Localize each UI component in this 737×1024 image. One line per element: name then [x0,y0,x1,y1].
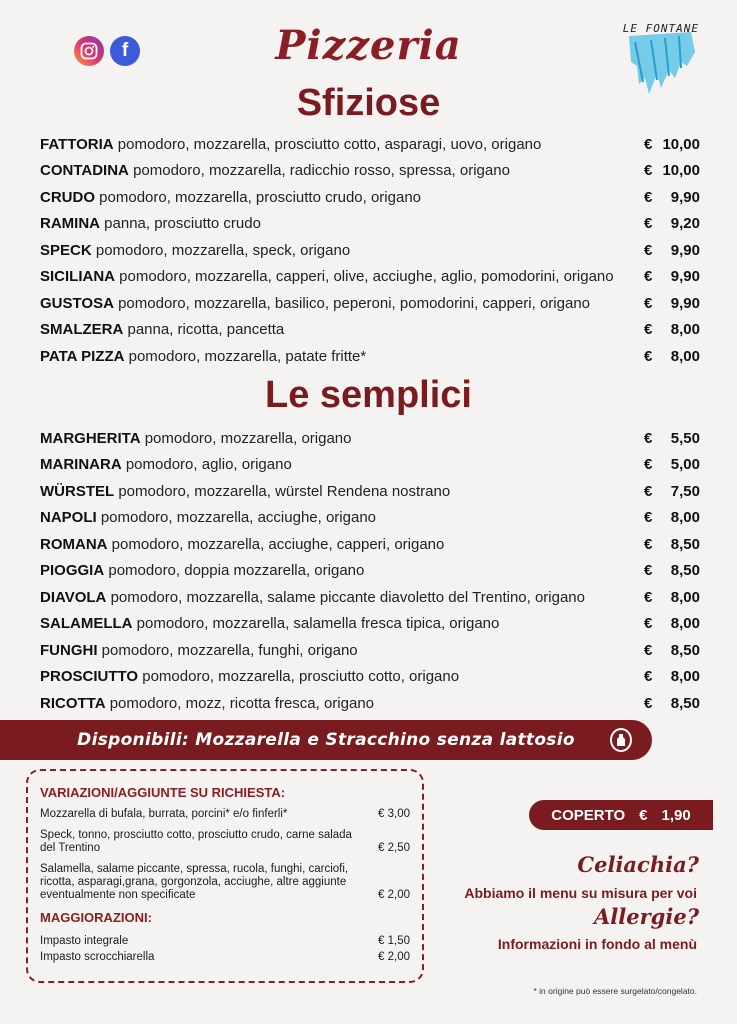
pizza-price [644,162,700,179]
price-value: 9,20 [670,215,700,233]
variation-price: € 2,00 [378,889,410,901]
menu-item [40,637,700,664]
menu-item [40,264,700,291]
pizza-price [644,536,700,553]
menu-item [40,290,700,317]
pizza-price [644,348,700,365]
pizza-name: PROSCIUTTO [40,668,139,686]
pizza-name: WÜRSTEL [40,482,115,500]
pizza-name: FATTORIA [40,135,114,153]
price-currency: € [644,641,653,659]
price-value: 10,00 [662,135,700,153]
price-currency: € [644,321,653,339]
allergie-title: Allergie? [594,904,699,929]
price-currency: € [644,535,653,553]
pizza-name: MARGHERITA [40,429,141,447]
lactose-free-banner [0,720,652,760]
menu-item [40,584,700,611]
variations-box [26,769,424,983]
pizza-ingredients: pomodoro, mozzarella, salamella fresca tipica, origano [136,615,500,633]
price-currency: € [644,429,653,447]
pizza-ingredients: pomodoro, mozzarella, funghi, origano [101,641,358,659]
pizza-ingredients: panna, prosciutto crudo [104,215,261,233]
price-currency: € [644,509,653,527]
pizza-ingredients: pomodoro, mozzarella, prosciutto cotto, origano [142,668,460,686]
pizza-price [644,136,700,153]
price-currency: € [644,162,653,180]
facebook-icon[interactable]: f [110,36,140,66]
pizza-ingredients: pomodoro, mozzarella, acciughe, origano [100,509,376,527]
price-value: 9,90 [670,268,700,286]
pizza-name: ROMANA [40,535,108,553]
pizza-ingredients: pomodoro, mozzarella, prosciutto cotto, asparagi, uovo, origano [117,135,542,153]
variation-price: € 2,50 [378,842,410,854]
coperto-label: COPERTO [551,806,626,824]
menu-list-sfiziose [40,131,700,370]
pizza-price [644,615,700,632]
variation-row [40,829,410,855]
menu-list-semplici [40,425,700,717]
pizza-price [644,321,700,338]
pizza-ingredients: pomodoro, mozzarella, prosciutto crudo, origano [99,188,422,206]
menu-item [40,343,700,370]
pizza-price [644,189,700,206]
menu-item [40,184,700,211]
pizza-price [644,668,700,685]
pizza-price [644,695,700,712]
coperto-badge [529,800,713,830]
pizza-ingredients: pomodoro, doppia mozzarella, origano [108,562,365,580]
price-value: 8,00 [670,347,700,365]
brand-title: Pizzeria [275,22,462,69]
menu-item [40,690,700,717]
price-value: 9,90 [670,241,700,259]
price-currency: € [644,456,653,474]
menu-item [40,505,700,532]
pizza-name: SPECK [40,241,92,259]
section-title-semplici: Le semplici [265,374,472,416]
pizza-ingredients: pomodoro, mozzarella, basilico, peperoni, pomodorini, capperi, origano [118,294,591,312]
allergie-text: Informazioni in fondo al menù [497,936,697,952]
menu-item [40,131,700,158]
price-currency: € [644,188,653,206]
price-value: 8,00 [670,321,700,339]
price-value: 8,50 [670,641,700,659]
pizza-price [644,215,700,232]
price-value: 8,50 [670,562,700,580]
pizza-price [644,295,700,312]
price-value: 5,00 [670,456,700,474]
menu-item [40,664,700,691]
price-currency: € [644,347,653,365]
price-currency: € [644,215,653,233]
surcharge-price: € 2,00 [378,951,410,963]
section-title-sfiziose: Sfiziose [296,82,441,124]
footnote: * in origine può essere surgelato/congelato. [533,986,697,996]
menu-item [40,237,700,264]
pizza-name: DIAVOLA [40,588,107,606]
price-currency: € [644,615,653,633]
menu-item [40,478,700,505]
variation-text: Speck, tonno, prosciutto cotto, prosciutto crudo, carne salada del Trentino [40,829,352,854]
pizza-name: GUSTOSA [40,294,114,312]
pizza-ingredients: pomodoro, mozzarella, radicchio rosso, spressa, origano [133,162,510,180]
price-value: 8,00 [670,509,700,527]
surcharge-price: € 1,50 [378,935,410,947]
pizza-name: SICILIANA [40,268,115,286]
logo-text: LE FONTANE [622,22,699,35]
surcharge-title: MAGGIORAZIONI: [40,910,152,925]
pizza-name: PATA PIZZA [40,347,125,365]
price-value: 8,00 [670,588,700,606]
variation-text: Salamella, salame piccante, spressa, rucola, funghi, carciofi, ricotta, asparagi,grana, gorgonzola, acciughe, altre aggiunte eventualmente non specificate [40,863,349,901]
pizza-price [644,509,700,526]
pizza-name: RAMINA [40,215,100,233]
price-currency: € [644,294,653,312]
price-value: 9,90 [670,188,700,206]
price-currency: € [644,562,653,580]
pizza-name: MARINARA [40,456,122,474]
price-currency: € [644,694,653,712]
celiachia-text: Abbiamo il menu su misura per voi [464,885,697,901]
surcharge-row [40,933,410,949]
price-currency: € [644,135,653,153]
banner-text: Disponibili: Mozzarella e Stracchino senza lattosio [77,730,575,750]
price-value: 8,50 [670,535,700,553]
variation-row [40,863,410,902]
pizza-ingredients: pomodoro, mozzarella, salame piccante diavoletto del Trentino, origano [110,588,585,606]
price-value: 5,50 [670,429,700,447]
coperto-price: 1,90 [661,806,691,824]
pizza-name: RICOTTA [40,694,106,712]
pizza-ingredients: pomodoro, mozz, ricotta fresca, origano [109,694,375,712]
variation-row [40,808,410,821]
price-currency: € [644,268,653,286]
menu-item [40,611,700,638]
pizza-name: CRUDO [40,188,95,206]
price-currency: € [644,241,653,259]
price-value: 7,50 [670,482,700,500]
pizza-price [644,642,700,659]
pizza-ingredients: pomodoro, mozzarella, würstel Rendena nostrano [118,482,451,500]
pizza-name: SMALZERA [40,321,124,339]
pizza-name: SALAMELLA [40,615,133,633]
surcharge-text: Impasto integrale [40,935,129,947]
pizza-ingredients: pomodoro, aglio, origano [125,456,292,474]
price-currency: € [644,668,653,686]
pizza-name: CONTADINA [40,162,129,180]
pizza-ingredients: pomodoro, mozzarella, speck, origano [95,241,351,259]
surcharge-text: Impasto scrocchiarella [40,951,155,963]
pizza-price [644,483,700,500]
coperto-currency: € [639,806,648,824]
price-value: 10,00 [662,162,700,180]
price-currency: € [644,588,653,606]
price-value: 9,90 [670,294,700,312]
price-value: 8,00 [670,615,700,633]
menu-item [40,211,700,238]
menu-item [40,558,700,585]
surcharge-row [40,949,410,965]
variation-price: € 3,00 [378,808,410,820]
price-currency: € [644,482,653,500]
menu-item [40,158,700,185]
pizza-name: PIOGGIA [40,562,105,580]
pizza-ingredients: pomodoro, mozzarella, acciughe, capperi, origano [111,535,445,553]
pizza-price [644,268,700,285]
menu-item [40,425,700,452]
pizza-ingredients: pomodoro, mozzarella, patate fritte* [128,347,367,365]
pizza-ingredients: pomodoro, mozzarella, origano [144,429,352,447]
pizza-name: NAPOLI [40,509,97,527]
pizza-price [644,430,700,447]
menu-item [40,531,700,558]
pizza-name: FUNGHI [40,641,98,659]
menu-item [40,452,700,479]
pizza-ingredients: pomodoro, mozzarella, capperi, olive, acciughe, aglio, pomodorini, origano [119,268,614,286]
pizza-price [644,562,700,579]
price-value: 8,00 [670,668,700,686]
menu-item [40,317,700,344]
pizza-price [644,589,700,606]
celiachia-title: Celiachia? [577,852,699,877]
pizza-ingredients: panna, ricotta, pancetta [127,321,285,339]
pizza-price [644,242,700,259]
pizza-price [644,456,700,473]
variation-text: Mozzarella di bufala, burrata, porcini* e/o finferli* [40,808,288,820]
lactose-bottle-icon [610,728,632,752]
variations-title: VARIAZIONI/AGGIUNTE SU RICHIESTA: [40,785,286,800]
price-value: 8,50 [670,694,700,712]
